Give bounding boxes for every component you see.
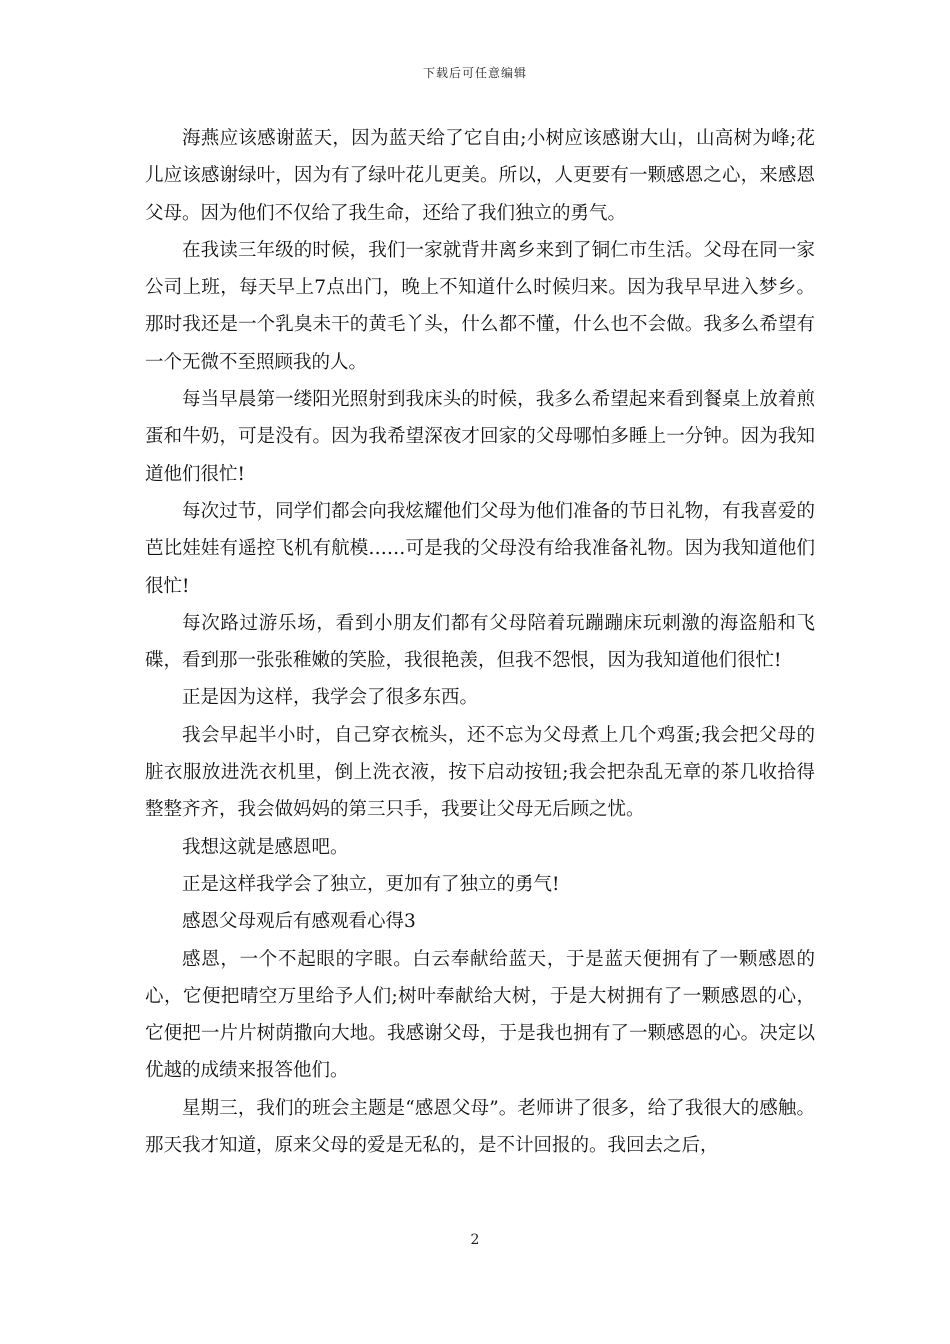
- paragraph: 正是因为这样，我学会了很多东西。: [182, 687, 479, 709]
- paragraph: 每次过节，同学们都会向我炫耀他们父母为他们准备的节日礼物，有我喜爱的芭比娃娃有遥控飞机有航模……可是我的父母没有给我准备礼物。因为我知道他们很忙!: [145, 500, 815, 597]
- paragraph: 星期三，我们的班会主题是“感恩父母”。老师讲了很多，给了我很大的感触。那天我才知道，原来父母的爱是无私的，是不计回报的。我回去之后，: [145, 1097, 815, 1157]
- page-number: 2: [470, 1232, 480, 1248]
- page-header: 下载后可任意编辑: [422, 66, 527, 80]
- section-heading: 感恩父母观后有感观看心得3: [182, 911, 416, 933]
- document-body: [145, 120, 815, 1164]
- paragraph: 正是这样我学会了独立，更加有了独立的勇气!: [182, 873, 560, 895]
- paragraph: 在我读三年级的时候，我们一家就背井离乡来到了铜仁市生活。父母在同一家公司上班，每天早上7点出门，晚上不知道什么时候归来。因为我早早进入梦乡。那时我还是一个乳臭未干的黄毛丫头，什么都不懂，什么也不会做。我多么希望有一个无微不至照顾我的人。: [145, 239, 815, 373]
- paragraph: 我想这就是感恩吧。: [182, 836, 349, 858]
- paragraph: 感恩，一个不起眼的字眼。白云奉献给蓝天，于是蓝天便拥有了一颗感恩的心，它便把晴空万里给予人们;树叶奉献给大树，于是大树拥有了一颗感恩的心，它便把一片片树荫撒向大地。我感谢父母，于是我也拥有了一颗感恩的心。决定以优越的成绩来报答他们。: [145, 948, 815, 1082]
- paragraph: 海燕应该感谢蓝天，因为蓝天给了它自由;小树应该感谢大山，山高树为峰;花儿应该感谢绿叶，因为有了绿叶花儿更美。所以，人更要有一颗感恩之心，来感恩父母。因为他们不仅给了我生命，还给了我们独立的勇气。: [145, 128, 815, 224]
- paragraph: 我会早起半小时，自己穿衣梳头，还不忘为父母煮上几个鸡蛋;我会把父母的脏衣服放进洗衣机里，倒上洗衣液，按下启动按钮;我会把杂乱无章的茶几收拾得整整齐齐，我会做妈妈的第三只手，我要让父母无后顾之忧。: [145, 724, 815, 821]
- paragraph: 每当早晨第一缕阳光照射到我床头的时候，我多么希望起来看到餐桌上放着煎蛋和牛奶，可是没有。因为我希望深夜才回家的父母哪怕多睡上一分钟。因为我知道他们很忙!: [145, 389, 815, 485]
- paragraph: 每次路过游乐场，看到小朋友们都有父母陪着玩蹦蹦床玩刺激的海盗船和飞碟，看到那一张张稚嫩的笑脸，我很艳羡，但我不怨恨，因为我知道他们很忙!: [145, 612, 815, 672]
